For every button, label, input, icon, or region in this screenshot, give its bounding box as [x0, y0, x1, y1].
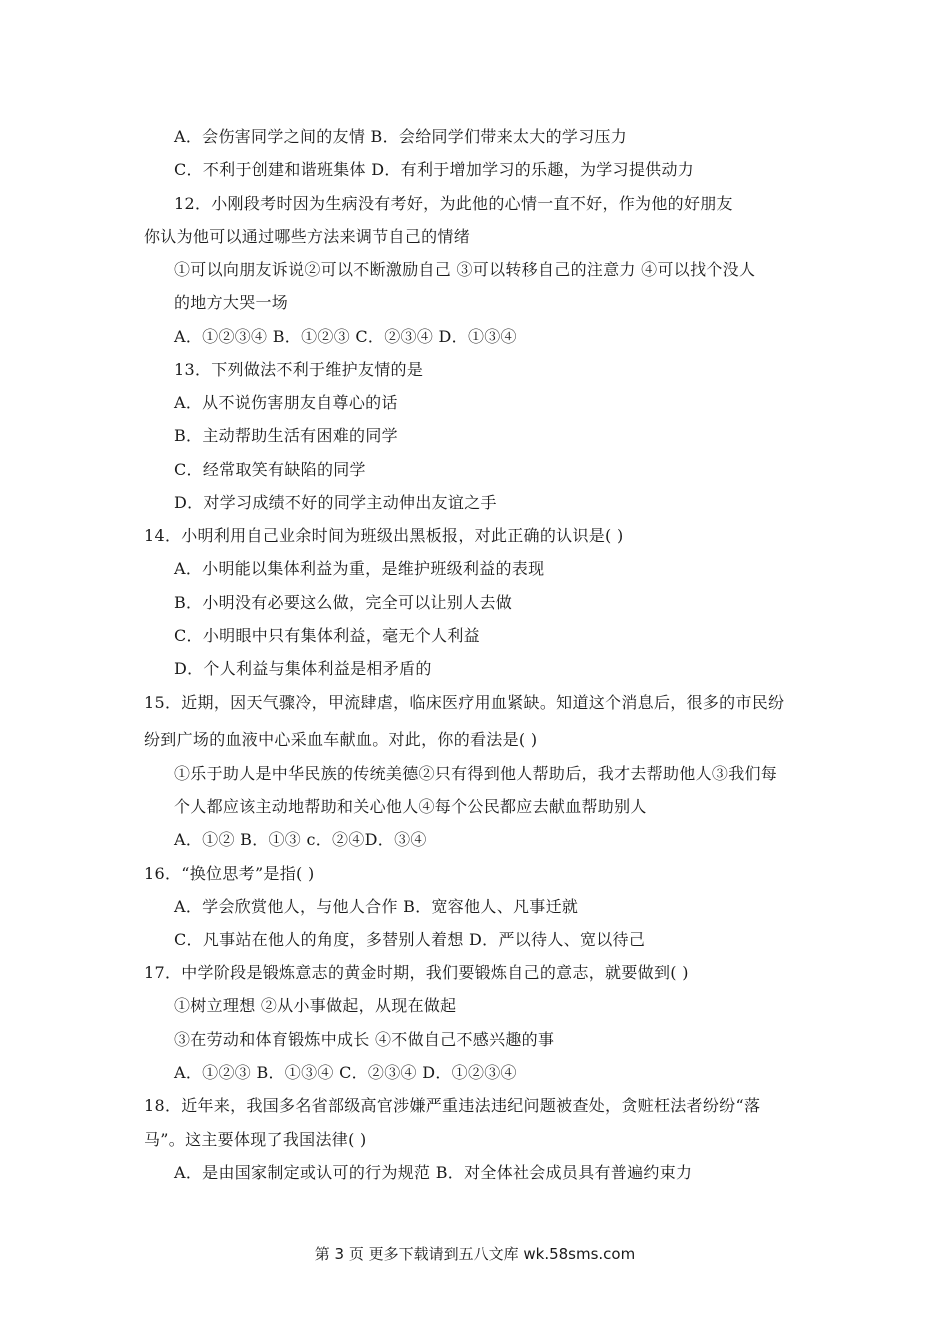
q11-options-cd: C．不利于创建和谐班集体 D．有利于增加学习的乐趣，为学习提供动力: [174, 160, 695, 179]
q14-option-c: C．小明眼中只有集体利益，毫无个人利益: [174, 626, 480, 645]
q13-option-d: D．对学习成绩不好的同学主动伸出友谊之手: [174, 493, 497, 512]
q12-stem-line1: 12．小刚段考时因为生病没有考好，为此他的心情一直不好，作为他的好朋友: [174, 194, 733, 213]
q18-stem-line1: 18．近年来，我国多名省部级高官涉嫌严重违法违纪问题被查处，贪赃枉法者纷纷“落: [144, 1096, 761, 1115]
q13-option-b: B．主动帮助生活有困难的同学: [174, 426, 398, 445]
q16-stem: 16．“换位思考”是指( ): [144, 864, 315, 883]
q13-option-a: A．从不说伤害朋友自尊心的话: [174, 393, 398, 412]
q17-options: A．①②③ B．①③④ C．②③④ D．①②③④: [174, 1063, 517, 1082]
q13-stem: 13．下列做法不利于维护友情的是: [174, 360, 424, 379]
q12-statements-line1: ①可以向朋友诉说②可以不断激励自己 ③可以转移自己的注意力 ④可以找个没人: [174, 260, 756, 279]
q17-stem: 17．中学阶段是锻炼意志的黄金时期，我们要锻炼自己的意志，就要做到( ): [144, 963, 689, 982]
q12-options: A．①②③④ B．①②③ C．②③④ D．①③④: [174, 327, 517, 346]
q14-option-b: B．小明没有必要这么做，完全可以让别人去做: [174, 593, 513, 612]
q16-options-ab: A．学会欣赏他人，与他人合作 B．宽容他人、凡事迁就: [174, 897, 579, 916]
q12-statements-line2: 的地方大哭一场: [174, 293, 289, 312]
q15-statements-line2: 个人都应该主动地帮助和关心他人④每个公民都应去献血帮助别人: [174, 797, 647, 816]
q17-statements-line1: ①树立理想 ②从小事做起，从现在做起: [174, 996, 457, 1015]
q18-stem-line2: 马”。这主要体现了我国法律( ): [144, 1130, 367, 1149]
q17-statements-line2: ③在劳动和体育锻炼中成长 ④不做自己不感兴趣的事: [174, 1030, 555, 1049]
q11-options-ab: A．会伤害同学之间的友情 B．会给同学们带来太大的学习压力: [174, 127, 628, 146]
q14-stem: 14．小明利用自己业余时间为班级出黑板报，对此正确的认识是( ): [144, 526, 624, 545]
q16-options-cd: C．凡事站在他人的角度，多替别人着想 D．严以待人、宽以待己: [174, 930, 646, 949]
q15-stem-line1: 15．近期，因天气骤冷，甲流肆虐，临床医疗用血紧缺。知道这个消息后，很多的市民纷: [144, 693, 785, 712]
q15-statements-line1: ①乐于助人是中华民族的传统美德②只有得到他人帮助后，我才去帮助他人③我们每: [174, 764, 778, 783]
q15-options: A．①② B．①③ c．②④D．③④: [174, 830, 427, 849]
q12-stem-line2: 你认为他可以通过哪些方法来调节自己的情绪: [144, 227, 471, 246]
page-footer: 第 3 页 更多下载请到五八文库 wk.58sms.com: [314, 1245, 636, 1263]
q14-option-d: D．个人利益与集体利益是相矛盾的: [174, 659, 432, 678]
q13-option-c: C．经常取笑有缺陷的同学: [174, 460, 366, 479]
q14-option-a: A．小明能以集体利益为重，是维护班级利益的表现: [174, 559, 545, 578]
q15-stem-line2: 纷到广场的血液中心采血车献血。对此，你的看法是( ): [144, 730, 538, 749]
q18-options-ab: A．是由国家制定或认可的行为规范 B．对全体社会成员具有普遍约束力: [174, 1163, 693, 1182]
